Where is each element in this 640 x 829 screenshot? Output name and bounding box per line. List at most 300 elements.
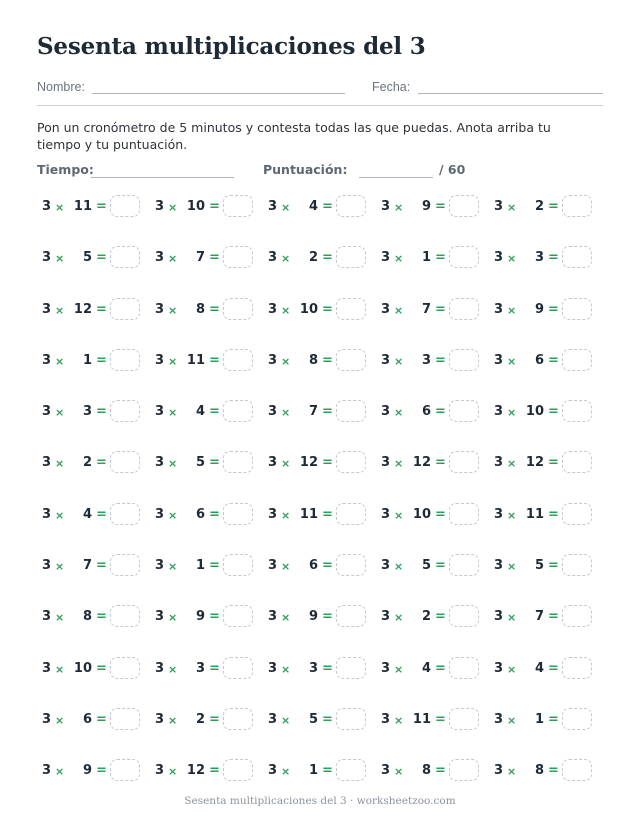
answer-box[interactable] [223, 349, 253, 371]
problem-item [151, 706, 264, 734]
factor-a: 3 [42, 404, 52, 420]
problem-item [151, 603, 264, 631]
times-sign: × [281, 457, 291, 471]
name-label: Nombre: [37, 80, 85, 94]
equals-sign: = [209, 711, 220, 727]
problem-item [377, 757, 490, 785]
factor-b: 9 [82, 763, 92, 779]
factor-b: 7 [308, 404, 318, 420]
factor-a: 3 [268, 711, 278, 727]
times-sign: × [168, 611, 178, 625]
problem-item [38, 193, 151, 221]
problem-item [38, 296, 151, 324]
factor-a: 3 [381, 250, 391, 266]
problem-item [38, 449, 151, 477]
problem-item [264, 193, 377, 221]
answer-box[interactable] [110, 298, 140, 320]
answer-box[interactable] [449, 554, 479, 576]
equals-sign: = [548, 609, 559, 625]
problem-item [377, 449, 490, 477]
equals-sign: = [435, 301, 446, 317]
times-sign: × [281, 611, 291, 625]
answer-box[interactable] [449, 503, 479, 525]
factor-a: 3 [268, 301, 278, 317]
answer-box[interactable] [336, 451, 366, 473]
times-sign: × [55, 201, 65, 214]
times-sign: × [281, 765, 291, 779]
answer-box[interactable] [110, 246, 140, 268]
equals-sign: = [322, 199, 333, 214]
answer-box[interactable] [223, 554, 253, 576]
score-total: / 60 [439, 162, 466, 177]
factor-b: 2 [308, 250, 318, 266]
answer-box[interactable] [562, 349, 592, 371]
time-line[interactable] [91, 177, 234, 178]
times-sign: × [281, 252, 291, 266]
problem-item [151, 244, 264, 272]
factor-a: 3 [268, 660, 278, 676]
problem-item [151, 296, 264, 324]
problem-grid [38, 193, 603, 809]
factor-b: 12 [299, 455, 318, 471]
factor-b: 5 [421, 558, 431, 574]
problem-item [490, 193, 603, 221]
answer-box[interactable] [223, 246, 253, 268]
equals-sign: = [96, 199, 107, 214]
factor-a: 3 [42, 711, 52, 727]
answer-box[interactable] [562, 400, 592, 422]
times-sign: × [168, 201, 178, 214]
factor-b: 5 [195, 455, 205, 471]
problem-item [264, 398, 377, 426]
answer-box[interactable] [110, 503, 140, 525]
answer-box[interactable] [336, 246, 366, 268]
times-sign: × [394, 508, 404, 522]
problem-item [38, 347, 151, 375]
equals-sign: = [96, 660, 107, 676]
factor-a: 3 [42, 558, 52, 574]
times-sign: × [394, 406, 404, 420]
answer-box[interactable] [110, 605, 140, 627]
factor-a: 3 [268, 506, 278, 522]
problem-item [490, 398, 603, 426]
problem-item [38, 603, 151, 631]
equals-sign: = [548, 558, 559, 574]
equals-sign: = [322, 763, 333, 779]
factor-b: 1 [421, 250, 431, 266]
equals-sign: = [322, 711, 333, 727]
times-sign: × [168, 560, 178, 574]
problem-item [490, 552, 603, 580]
times-sign: × [281, 662, 291, 676]
factor-a: 3 [42, 301, 52, 317]
answer-box[interactable] [449, 451, 479, 473]
factor-b: 2 [195, 711, 205, 727]
factor-a: 3 [494, 250, 504, 266]
factor-b: 11 [186, 352, 205, 368]
factor-a: 3 [381, 199, 391, 214]
answer-box[interactable] [562, 451, 592, 473]
times-sign: × [55, 252, 65, 266]
answer-box[interactable] [449, 349, 479, 371]
times-sign: × [507, 662, 517, 676]
factor-a: 3 [155, 404, 165, 420]
times-sign: × [394, 201, 404, 214]
problem-item [264, 449, 377, 477]
factor-b: 3 [82, 404, 92, 420]
equals-sign: = [209, 301, 220, 317]
equals-sign: = [435, 404, 446, 420]
factor-b: 1 [308, 763, 318, 779]
factor-a: 3 [494, 711, 504, 727]
factor-a: 3 [494, 609, 504, 625]
problem-item [38, 244, 151, 272]
answer-box[interactable] [223, 708, 253, 730]
factor-a: 3 [42, 352, 52, 368]
equals-sign: = [322, 404, 333, 420]
factor-b: 11 [412, 711, 431, 727]
score-line[interactable] [359, 177, 433, 178]
times-sign: × [281, 713, 291, 727]
factor-b: 7 [195, 250, 205, 266]
answer-box[interactable] [562, 759, 592, 781]
answer-box[interactable] [336, 657, 366, 679]
factor-a: 3 [381, 711, 391, 727]
answer-box[interactable] [449, 708, 479, 730]
answer-box[interactable] [110, 349, 140, 371]
times-sign: × [507, 201, 517, 214]
factor-a: 3 [268, 199, 278, 214]
times-sign: × [55, 354, 65, 368]
answer-box[interactable] [223, 451, 253, 473]
factor-b: 9 [195, 609, 205, 625]
answer-box[interactable] [562, 195, 592, 217]
times-sign: × [507, 252, 517, 266]
factor-b: 6 [534, 352, 544, 368]
times-sign: × [281, 354, 291, 368]
date-label: Fecha: [372, 80, 411, 94]
equals-sign: = [96, 352, 107, 368]
factor-a: 3 [268, 455, 278, 471]
equals-sign: = [209, 455, 220, 471]
times-sign: × [55, 508, 65, 522]
factor-a: 3 [494, 506, 504, 522]
equals-sign: = [322, 609, 333, 625]
answer-box[interactable] [223, 759, 253, 781]
problem-item [377, 193, 490, 221]
answer-box[interactable] [223, 298, 253, 320]
answer-box[interactable] [562, 246, 592, 268]
equals-sign: = [209, 199, 220, 214]
equals-sign: = [209, 609, 220, 625]
factor-a: 3 [155, 455, 165, 471]
answer-box[interactable] [449, 195, 479, 217]
problem-item [377, 296, 490, 324]
answer-box[interactable] [336, 605, 366, 627]
answer-box[interactable] [223, 605, 253, 627]
equals-sign: = [96, 558, 107, 574]
answer-box[interactable] [336, 708, 366, 730]
times-sign: × [281, 406, 291, 420]
answer-box[interactable] [223, 400, 253, 422]
factor-b: 9 [308, 609, 318, 625]
answer-box[interactable] [223, 503, 253, 525]
factor-b: 9 [421, 199, 431, 214]
answer-box[interactable] [449, 298, 479, 320]
score-row [37, 162, 597, 182]
problem-item [377, 501, 490, 529]
times-sign: × [507, 303, 517, 317]
equals-sign: = [322, 558, 333, 574]
times-sign: × [394, 354, 404, 368]
factor-b: 3 [421, 352, 431, 368]
factor-a: 3 [155, 301, 165, 317]
factor-b: 1 [195, 558, 205, 574]
answer-box[interactable] [223, 657, 253, 679]
factor-a: 3 [494, 660, 504, 676]
factor-a: 3 [268, 763, 278, 779]
factor-a: 3 [155, 609, 165, 625]
factor-b: 6 [82, 711, 92, 727]
equals-sign: = [548, 404, 559, 420]
times-sign: × [281, 303, 291, 317]
factor-a: 3 [268, 404, 278, 420]
factor-b: 6 [308, 558, 318, 574]
equals-sign: = [96, 301, 107, 317]
equals-sign: = [96, 404, 107, 420]
times-sign: × [168, 354, 178, 368]
factor-b: 4 [195, 404, 205, 420]
equals-sign: = [322, 301, 333, 317]
equals-sign: = [435, 455, 446, 471]
times-sign: × [394, 713, 404, 727]
factor-a: 3 [42, 199, 52, 214]
factor-b: 5 [82, 250, 92, 266]
equals-sign: = [209, 250, 220, 266]
instructions-text: Pon un cronómetro de 5 minutos y contesta todas las que puedas. Anota arriba tu tiempo y tu puntuación. [37, 120, 551, 152]
factor-b: 11 [299, 506, 318, 522]
times-sign: × [394, 303, 404, 317]
equals-sign: = [435, 558, 446, 574]
factor-a: 3 [494, 404, 504, 420]
problem-item [377, 603, 490, 631]
factor-b: 2 [82, 455, 92, 471]
time-label: Tiempo: [37, 162, 94, 177]
equals-sign: = [209, 558, 220, 574]
times-sign: × [394, 560, 404, 574]
factor-b: 5 [534, 558, 544, 574]
answer-box[interactable] [562, 657, 592, 679]
problem-item [38, 655, 151, 683]
equals-sign: = [435, 763, 446, 779]
factor-b: 6 [195, 506, 205, 522]
answer-box[interactable] [336, 503, 366, 525]
equals-sign: = [96, 250, 107, 266]
factor-a: 3 [381, 455, 391, 471]
answer-box[interactable] [223, 195, 253, 217]
answer-box[interactable] [562, 708, 592, 730]
equals-sign: = [548, 711, 559, 727]
times-sign: × [55, 457, 65, 471]
factor-a: 3 [381, 301, 391, 317]
times-sign: × [168, 508, 178, 522]
answer-box[interactable] [449, 246, 479, 268]
factor-a: 3 [494, 558, 504, 574]
factor-a: 3 [155, 352, 165, 368]
times-sign: × [55, 303, 65, 317]
answer-box[interactable] [336, 759, 366, 781]
problem-item [151, 193, 264, 221]
times-sign: × [394, 765, 404, 779]
equals-sign: = [548, 352, 559, 368]
factor-b: 12 [412, 455, 431, 471]
factor-b: 8 [534, 763, 544, 779]
problem-item [151, 552, 264, 580]
times-sign: × [507, 765, 517, 779]
factor-a: 3 [381, 609, 391, 625]
equals-sign: = [322, 660, 333, 676]
answer-box[interactable] [562, 554, 592, 576]
problem-item [490, 347, 603, 375]
equals-sign: = [96, 711, 107, 727]
factor-b: 7 [82, 558, 92, 574]
factor-b: 10 [412, 506, 431, 522]
factor-b: 8 [308, 352, 318, 368]
factor-b: 11 [73, 199, 92, 214]
answer-box[interactable] [449, 657, 479, 679]
factor-a: 3 [42, 609, 52, 625]
answer-box[interactable] [336, 349, 366, 371]
equals-sign: = [548, 455, 559, 471]
name-line[interactable] [92, 93, 345, 94]
problem-item [151, 655, 264, 683]
factor-a: 3 [381, 660, 391, 676]
factor-a: 3 [494, 301, 504, 317]
answer-box[interactable] [336, 400, 366, 422]
answer-box[interactable] [449, 605, 479, 627]
date-line[interactable] [418, 93, 603, 94]
score-label: Puntuación: [263, 162, 348, 177]
answer-box[interactable] [110, 195, 140, 217]
equals-sign: = [209, 404, 220, 420]
times-sign: × [168, 662, 178, 676]
times-sign: × [168, 713, 178, 727]
answer-box[interactable] [110, 657, 140, 679]
header-divider [37, 105, 603, 106]
answer-box[interactable] [110, 400, 140, 422]
answer-box[interactable] [449, 400, 479, 422]
problem-item [490, 655, 603, 683]
equals-sign: = [548, 506, 559, 522]
worksheet-title: Sesenta multiplicaciones del 3 [37, 33, 426, 60]
problem-item [151, 757, 264, 785]
factor-b: 4 [534, 660, 544, 676]
problem-item [264, 552, 377, 580]
factor-b: 1 [534, 711, 544, 727]
problem-item [264, 655, 377, 683]
problem-item [264, 757, 377, 785]
factor-b: 12 [525, 455, 544, 471]
answer-box[interactable] [110, 451, 140, 473]
problem-item [38, 552, 151, 580]
answer-box[interactable] [562, 298, 592, 320]
times-sign: × [507, 457, 517, 471]
factor-a: 3 [381, 763, 391, 779]
equals-sign: = [322, 455, 333, 471]
times-sign: × [168, 303, 178, 317]
factor-a: 3 [268, 352, 278, 368]
answer-box[interactable] [336, 195, 366, 217]
factor-b: 3 [308, 660, 318, 676]
factor-b: 5 [308, 711, 318, 727]
times-sign: × [507, 560, 517, 574]
answer-box[interactable] [110, 708, 140, 730]
factor-b: 12 [186, 763, 205, 779]
factor-b: 10 [73, 660, 92, 676]
answer-box[interactable] [110, 554, 140, 576]
footer-text: Sesenta multiplicaciones del 3 · worksheetzoo.com [184, 795, 456, 807]
equals-sign: = [209, 763, 220, 779]
problem-item [377, 655, 490, 683]
factor-b: 1 [82, 352, 92, 368]
answer-box[interactable] [110, 759, 140, 781]
factor-a: 3 [155, 660, 165, 676]
factor-a: 3 [42, 455, 52, 471]
problem-item [377, 347, 490, 375]
answer-box[interactable] [336, 554, 366, 576]
factor-a: 3 [494, 763, 504, 779]
problem-item [377, 706, 490, 734]
equals-sign: = [96, 609, 107, 625]
factor-a: 3 [42, 763, 52, 779]
answer-box[interactable] [336, 298, 366, 320]
problem-item [490, 706, 603, 734]
factor-b: 9 [534, 301, 544, 317]
equals-sign: = [435, 609, 446, 625]
times-sign: × [507, 508, 517, 522]
factor-b: 8 [82, 609, 92, 625]
factor-a: 3 [42, 506, 52, 522]
factor-a: 3 [381, 352, 391, 368]
problem-item [38, 398, 151, 426]
factor-b: 8 [421, 763, 431, 779]
problem-item [264, 603, 377, 631]
factor-b: 2 [421, 609, 431, 625]
answer-box[interactable] [562, 605, 592, 627]
factor-a: 3 [268, 558, 278, 574]
times-sign: × [394, 611, 404, 625]
factor-b: 12 [73, 301, 92, 317]
factor-b: 4 [82, 506, 92, 522]
problem-item [377, 244, 490, 272]
problem-item [38, 757, 151, 785]
factor-a: 3 [494, 352, 504, 368]
answer-box[interactable] [562, 503, 592, 525]
factor-a: 3 [268, 609, 278, 625]
times-sign: × [507, 406, 517, 420]
factor-b: 10 [299, 301, 318, 317]
answer-box[interactable] [449, 759, 479, 781]
equals-sign: = [96, 455, 107, 471]
times-sign: × [168, 406, 178, 420]
times-sign: × [507, 354, 517, 368]
problem-item [490, 244, 603, 272]
times-sign: × [281, 508, 291, 522]
equals-sign: = [209, 352, 220, 368]
equals-sign: = [548, 660, 559, 676]
equals-sign: = [435, 250, 446, 266]
times-sign: × [394, 662, 404, 676]
